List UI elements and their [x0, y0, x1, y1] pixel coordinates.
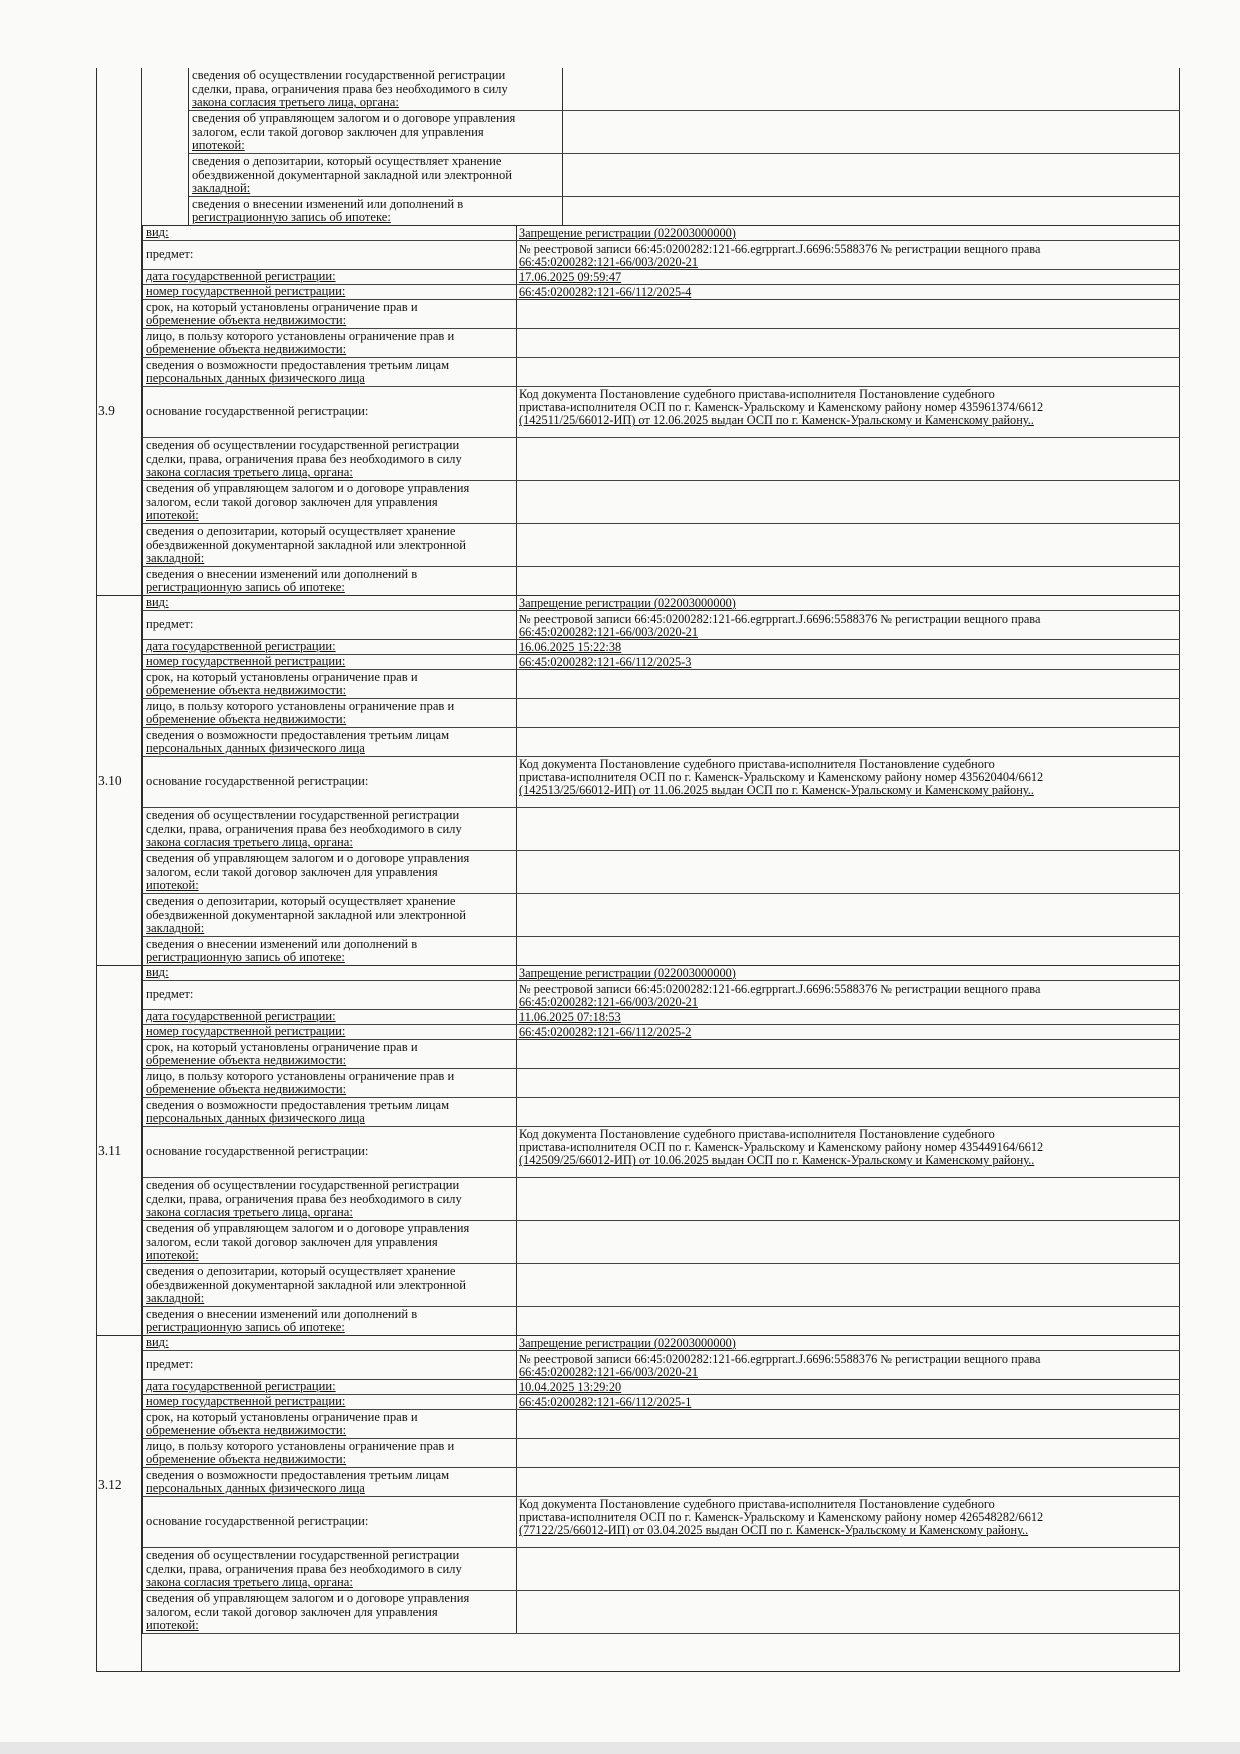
table-row: сведения об осуществлении государственной регистрации сделки, права, ограничения права без необходимого в силу закона согласия третьего лица, органа: [143, 808, 1180, 851]
table-row: номер государственной регистрации: 66:45:0200282:121-66/112/2025-1 [143, 1395, 1180, 1410]
table-row: лицо, в пользу которого установлены ограничение прав и обременение объекта недвижимости: [143, 1069, 1180, 1098]
table-row: вид: Запрещение регистрации (022003000000) [143, 1336, 1180, 1351]
table-row: сведения об осуществлении государственной регистрации сделки, права, ограничения права без необходимого в силу закона согласия третьего лица, органа: [143, 1548, 1180, 1591]
table-row: сведения о возможности предоставления третьим лицам персональных данных физического лица [143, 1468, 1180, 1497]
table-row: сведения об осуществлении государственной регистрации сделки, права, ограничения права без необходимого в силу закона согласия третьего лица, органа: [189, 68, 1180, 111]
table-row: сведения об осуществлении государственной регистрации сделки, права, ограничения права без необходимого в силу закона согласия третьего лица, органа: [143, 1178, 1180, 1221]
table-row: основание государственной регистрации: Код документа Постановление судебного пристава-исполнителя Постановление судебного пристава-исполнителя ОСП по г. Каменск-Уральскому и Каменскому району номер 435449164/6612 (142509/25/66012-ИП) от 10.06.2025 выдан ОСП по г. Каменск-Уральскому и Каменскому району.. [143, 1127, 1180, 1178]
table-row: сведения о внесении изменений или дополнений в регистрационную запись об ипотеке: [143, 937, 1180, 965]
table-row: сведения о внесении изменений или дополнений в регистрационную запись об ипотеке: [143, 1307, 1180, 1335]
table-row: основание государственной регистрации: Код документа Постановление судебного пристава-исполнителя Постановление судебного пристава-исполнителя ОСП по г. Каменск-Уральскому и Каменскому району номер 435961374/6612 (142511/25/66012-ИП) от 12.06.2025 выдан ОСП по г. Каменск-Уральскому и Каменскому району.. [143, 387, 1180, 438]
table-row: номер государственной регистрации: 66:45:0200282:121-66/112/2025-4 [143, 285, 1180, 300]
table-row: предмет: № реестровой записи 66:45:0200282:121-66.egrpprart.J.6696:5588376 № регистрации вещного права 66:45:0200282:121-66/003/2020-21 [143, 611, 1180, 640]
table-row: дата государственной регистрации: 17.06.2025 09:59:47 [143, 270, 1180, 285]
table-row: вид: Запрещение регистрации (022003000000) [143, 226, 1180, 241]
table-row: предмет: № реестровой записи 66:45:0200282:121-66.egrpprart.J.6696:5588376 № регистрации вещного права 66:45:0200282:121-66/003/2020-21 [143, 1351, 1180, 1380]
table-row: сведения об управляющем залогом и о договоре управления залогом, если такой договор заключен для управления ипотекой: [143, 1591, 1180, 1634]
table-row: предмет: № реестровой записи 66:45:0200282:121-66.egrpprart.J.6696:5588376 № регистрации вещного права 66:45:0200282:121-66/003/2020-21 [143, 241, 1180, 270]
entry-continuation [142, 68, 1180, 226]
table-row: сведения об осуществлении государственной регистрации сделки, права, ограничения права без необходимого в силу закона согласия третьего лица, органа: [143, 438, 1180, 481]
registry-table [98, 67, 1180, 1634]
table-row: дата государственной регистрации: 11.06.2025 07:18:53 [143, 1010, 1180, 1025]
table-row: лицо, в пользу которого установлены ограничение прав и обременение объекта недвижимости: [143, 1439, 1180, 1468]
table-row: дата государственной регистрации: 10.04.2025 13:29:20 [143, 1380, 1180, 1395]
table-row: вид: Запрещение регистрации (022003000000) [143, 596, 1180, 611]
entry-number: 3.12 [98, 1477, 122, 1492]
table-row: лицо, в пользу которого установлены ограничение прав и обременение объекта недвижимости: [143, 699, 1180, 728]
table-row: сведения о внесении изменений или дополнений в регистрационную запись об ипотеке: [143, 567, 1180, 595]
entry-3-9 [96, 226, 1180, 596]
entry-number: 3.10 [98, 772, 122, 788]
table-row: сведения о депозитарии, который осуществляет хранение обездвиженной документарной закладной или электронной закладной: [143, 894, 1180, 937]
entry-3-12 [96, 1336, 1180, 1634]
table-row: основание государственной регистрации: Код документа Постановление судебного пристава-исполнителя Постановление судебного пристава-исполнителя ОСП по г. Каменск-Уральскому и Каменскому району номер 426548282/6612 (77122/25/66012-ИП) от 03.04.2025 выдан ОСП по г. Каменск-Уральскому и Каменскому району.. [143, 1497, 1180, 1548]
table-row: сведения об управляющем залогом и о договоре управления залогом, если такой договор заключен для управления ипотекой: [143, 1221, 1180, 1264]
table-row: сведения о внесении изменений или дополнений в регистрационную запись об ипотеке: [189, 197, 1180, 225]
table-row: срок, на который установлены ограничение прав и обременение объекта недвижимости: [143, 1040, 1180, 1069]
table-row: сведения об управляющем залогом и о договоре управления залогом, если такой договор заключен для управления ипотекой: [143, 481, 1180, 524]
table-row: основание государственной регистрации: Код документа Постановление судебного пристава-исполнителя Постановление судебного пристава-исполнителя ОСП по г. Каменск-Уральскому и Каменскому району номер 435620404/6612 (142513/25/66012-ИП) от 11.06.2025 выдан ОСП по г. Каменск-Уральскому и Каменскому району.. [143, 757, 1180, 808]
table-row: сведения о возможности предоставления третьим лицам персональных данных физического лица [143, 1098, 1180, 1127]
table-row: предмет: № реестровой записи 66:45:0200282:121-66.egrpprart.J.6696:5588376 № регистрации вещного права 66:45:0200282:121-66/003/2020-21 [143, 981, 1180, 1010]
table-row: номер государственной регистрации: 66:45:0200282:121-66/112/2025-2 [143, 1025, 1180, 1040]
table-row: сведения о возможности предоставления третьим лицам персональных данных физического лица [143, 358, 1180, 387]
table-row: срок, на который установлены ограничение прав и обременение объекта недвижимости: [143, 300, 1180, 329]
table-row: сведения о возможности предоставления третьим лицам персональных данных физического лица [143, 728, 1180, 757]
table-row: сведения о депозитарии, который осуществляет хранение обездвиженной документарной закладной или электронной закладной: [189, 154, 1180, 197]
table-row: срок, на который установлены ограничение прав и обременение объекта недвижимости: [143, 1410, 1180, 1439]
table-row: сведения о депозитарии, который осуществляет хранение обездвиженной документарной закладной или электронной закладной: [143, 524, 1180, 567]
table-row: сведения об управляющем залогом и о договоре управления залогом, если такой договор заключен для управления ипотекой: [189, 111, 1180, 154]
table-row: сведения о депозитарии, который осуществляет хранение обездвиженной документарной закладной или электронной закладной: [143, 1264, 1180, 1307]
entry-3-11 [96, 966, 1180, 1336]
entry-number: 3.11 [98, 1142, 122, 1158]
entry-number: 3.9 [98, 402, 115, 418]
table-row: дата государственной регистрации: 16.06.2025 15:22:38 [143, 640, 1180, 655]
table-row: срок, на который установлены ограничение прав и обременение объекта недвижимости: [143, 670, 1180, 699]
table-row: лицо, в пользу которого установлены ограничение прав и обременение объекта недвижимости: [143, 329, 1180, 358]
entry-3-10 [96, 596, 1180, 966]
table-row: вид: Запрещение регистрации (022003000000) [143, 966, 1180, 981]
table-row: сведения об управляющем залогом и о договоре управления залогом, если такой договор заключен для управления ипотекой: [143, 851, 1180, 894]
table-row: номер государственной регистрации: 66:45:0200282:121-66/112/2025-3 [143, 655, 1180, 670]
